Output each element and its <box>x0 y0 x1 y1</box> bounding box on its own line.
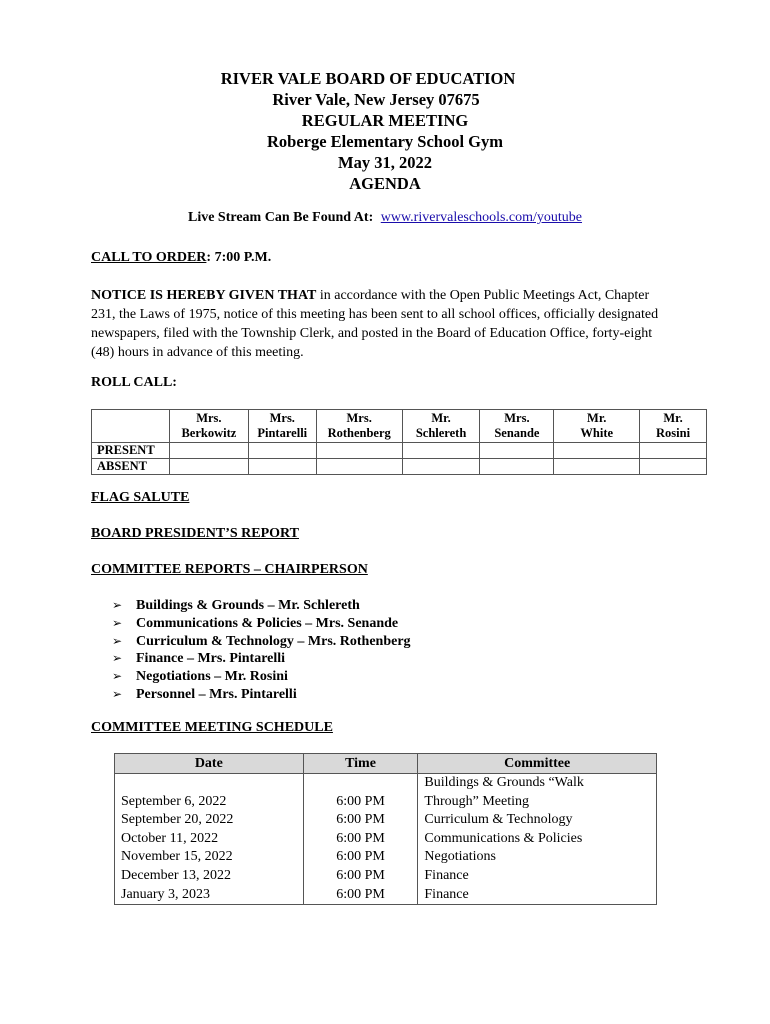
attendance-cell[interactable] <box>554 459 640 475</box>
header-line-agenda: AGENDA <box>349 174 421 193</box>
date-cell: January 3, 2023 <box>115 886 304 905</box>
call-to-order-time: : 7:00 P.M. <box>206 250 272 265</box>
time-cell: 6:00 PM <box>303 848 418 867</box>
list-item: ➢ Curriculum & Technology – Mrs. Rothenberg <box>112 633 411 649</box>
committee-schedule-table <box>114 753 657 905</box>
date-cell: December 13, 2022 <box>115 867 304 886</box>
committee-reports-heading: COMMITTEE REPORTS – CHAIRPERSON <box>91 562 368 577</box>
table-row <box>115 848 657 867</box>
list-item: ➢ Buildings & Grounds – Mr. Schlereth <box>112 598 360 613</box>
arrow-bullet-icon: ➢ <box>112 669 123 684</box>
livestream-line: Live Stream Can Be Found At: www.rivervaleschools.com/youtube <box>187 210 583 225</box>
date-column-header: Date <box>115 754 304 774</box>
attendance-cell[interactable] <box>402 443 480 459</box>
date-cell: September 20, 2022 <box>115 811 304 830</box>
member-rothenberg: Mrs. Rothenberg <box>316 410 402 443</box>
roll-call-heading: ROLL CALL: <box>91 375 177 390</box>
attendance-cell[interactable] <box>248 459 316 475</box>
committee-cell: Finance <box>418 886 657 905</box>
schedule-header-row <box>115 754 657 774</box>
attendance-cell[interactable] <box>316 459 402 475</box>
list-item: ➢ Communications & Policies – Mrs. Senande <box>112 615 399 631</box>
member-pintarelli: Mrs. Pintarelli <box>248 410 316 443</box>
date-cell: November 15, 2022 <box>115 848 304 867</box>
attendance-cell[interactable] <box>640 459 707 475</box>
roll-call-absent-row <box>92 459 707 475</box>
committee-reports-list <box>112 597 411 704</box>
arrow-bullet-icon: ➢ <box>112 633 123 648</box>
committee-cell: Curriculum & Technology <box>418 811 657 830</box>
roll-call-present-row <box>92 443 707 459</box>
list-item: ➢ Negotiations – Mr. Rosini <box>112 669 288 685</box>
committee-cell: Through” Meeting <box>418 793 657 812</box>
committee-cell: Finance <box>418 867 657 886</box>
time-column-header: Time <box>303 754 418 774</box>
committee-column-header: Committee <box>418 754 657 774</box>
arrow-bullet-icon: ➢ <box>112 686 123 701</box>
committee-cell: Communications & Policies <box>418 830 657 849</box>
attendance-cell[interactable] <box>554 443 640 459</box>
member-berkowitz: Mrs. Berkowitz <box>169 410 248 443</box>
notice-paragraph <box>91 286 661 362</box>
agenda-header <box>0 68 770 194</box>
notice-text: in accordance with the Open Public Meetings Act, Chapter 231, the Laws of 1975, notice of this meeting has been sent to all school offices, officially designated newspapers, filed with the Township Clerk, and posted in the Board of Education Office, forty-eight (48) hours in advance of this meeting. <box>91 288 659 360</box>
roll-call-header-row <box>92 410 707 443</box>
header-line-organization: RIVER VALE BOARD OF EDUCATION <box>220 69 516 88</box>
list-item: ➢ Finance – Mrs. Pintarelli <box>112 651 286 667</box>
time-cell: 6:00 PM <box>303 830 418 849</box>
member-senande: Mrs. Senande <box>480 410 554 443</box>
date-cell: October 11, 2022 <box>115 830 304 849</box>
attendance-cell[interactable] <box>640 443 707 459</box>
table-row <box>115 830 657 849</box>
header-line-venue: Roberge Elementary School Gym <box>266 132 503 151</box>
absent-label: ABSENT <box>92 459 170 475</box>
present-label: PRESENT <box>92 443 170 459</box>
member-white: Mr. White <box>554 410 640 443</box>
time-cell: 6:00 PM <box>303 886 418 905</box>
livestream-link[interactable]: www.rivervaleschools.com/youtube <box>380 210 583 225</box>
table-row <box>115 774 657 793</box>
attendance-cell[interactable] <box>248 443 316 459</box>
roll-call-table <box>91 409 707 475</box>
call-to-order-label: CALL TO ORDER <box>91 250 207 265</box>
table-row <box>115 886 657 905</box>
arrow-bullet-icon: ➢ <box>112 615 123 630</box>
attendance-cell[interactable] <box>480 459 554 475</box>
header-line-meeting-type: REGULAR MEETING <box>301 111 469 130</box>
attendance-cell[interactable] <box>402 459 480 475</box>
table-row <box>115 793 657 812</box>
member-schlereth: Mr. Schlereth <box>402 410 480 443</box>
attendance-cell[interactable] <box>480 443 554 459</box>
schedule-heading: COMMITTEE MEETING SCHEDULE <box>91 720 333 735</box>
table-row <box>115 811 657 830</box>
table-row <box>115 867 657 886</box>
committee-cell: Buildings & Grounds “Walk <box>418 774 657 793</box>
roll-call-corner-cell <box>92 410 170 443</box>
list-item: ➢ Personnel – Mrs. Pintarelli <box>112 686 297 702</box>
call-to-order <box>91 250 271 266</box>
attendance-cell[interactable] <box>169 443 248 459</box>
committee-cell: Negotiations <box>418 848 657 867</box>
time-cell: 6:00 PM <box>303 793 418 812</box>
member-rosini: Mr. Rosini <box>640 410 707 443</box>
time-cell: 6:00 PM <box>303 811 418 830</box>
president-report-heading: BOARD PRESIDENT’S REPORT <box>91 526 299 541</box>
attendance-cell[interactable] <box>316 443 402 459</box>
header-line-location: River Vale, New Jersey 07675 <box>272 90 480 109</box>
time-cell: 6:00 PM <box>303 867 418 886</box>
notice-bold-lead: NOTICE IS HEREBY GIVEN THAT <box>91 288 317 303</box>
attendance-cell[interactable] <box>169 459 248 475</box>
header-line-date: May 31, 2022 <box>338 153 432 172</box>
flag-salute-heading: FLAG SALUTE <box>91 490 190 505</box>
livestream-label: Live Stream Can Be Found At <box>187 210 369 225</box>
arrow-bullet-icon: ➢ <box>112 651 123 666</box>
date-cell: September 6, 2022 <box>115 793 304 812</box>
arrow-bullet-icon: ➢ <box>112 598 123 612</box>
